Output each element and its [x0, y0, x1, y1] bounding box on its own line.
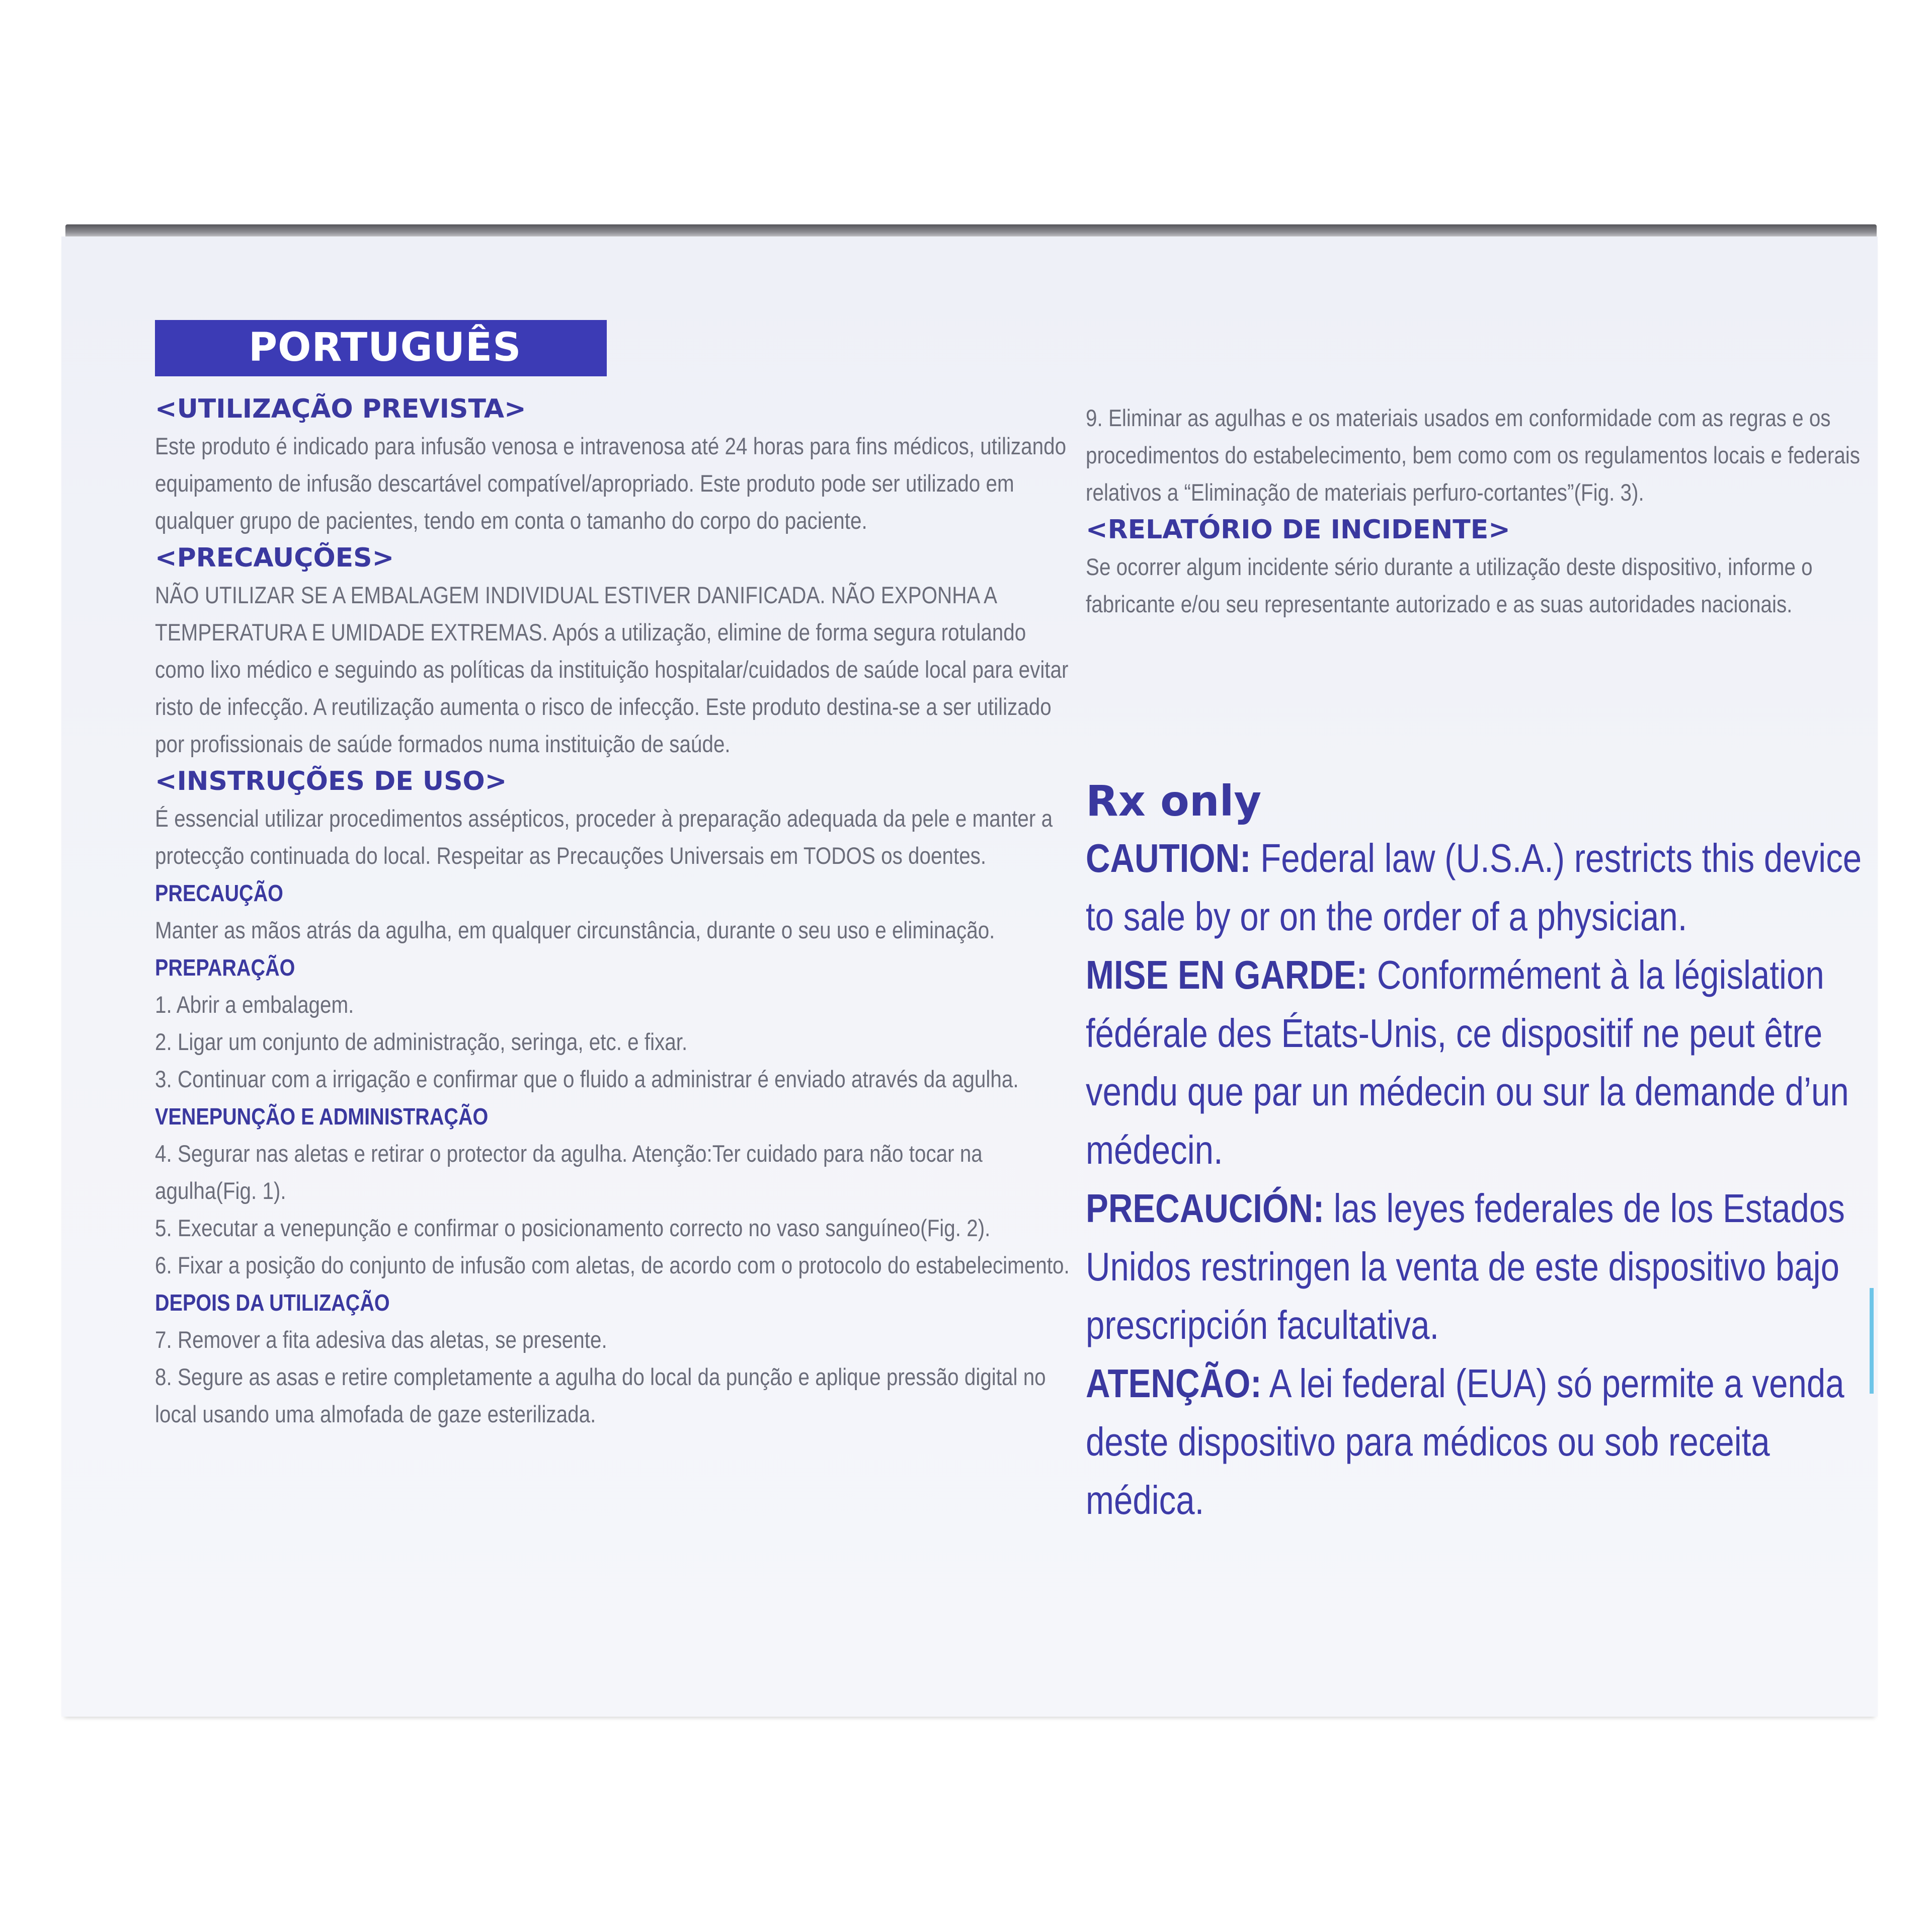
instructions-text: É essencial utilizar procedimentos assépticos, proceder à preparação adequada da pele e manter a protecção continuada do local. Respeitar as Precauções Universais em TODOS os doentes.: [155, 805, 1053, 869]
caution-pt: [1086, 1354, 1870, 1530]
venipuncture-subheading: VENEPUNÇÃO E ADMINISTRAÇÃO: [155, 1103, 489, 1130]
rx-only-title: Rx only: [1086, 776, 1262, 826]
preparation-subheading: PREPARAÇÃO: [155, 954, 295, 981]
caution-pt-text: A lei federal (EUA) só permite a venda deste dispositivo para médicos ou sob receita médica.: [1086, 1361, 1844, 1522]
incident-text: Se ocorrer algum incidente sério durante a utilização deste dispositivo, informe o fabricante e/ou seu representante autorizado e as suas autoridades nacionais.: [1086, 553, 1813, 617]
step-2: 2. Ligar um conjunto de administração, seringa, etc. e fixar.: [155, 1028, 688, 1055]
intended-use-heading: <UTILIZAÇÃO PREVISTA>: [155, 394, 526, 424]
intended-use-text: Este produto é indicado para infusão venosa e intravenosa até 24 horas para fins médicos, utilizando equipamento de infusão descartável compatível/apropriado. Este produto pode ser utilizado em qualquer grupo de pacientes, tendo em conta o tamanho do corpo do paciente.: [155, 433, 1067, 534]
caution-text: Manter as mãos atrás da agulha, em qualquer circunstância, durante o seu uso e eliminação.: [155, 917, 995, 943]
caution-en-text: Federal law (U.S.A.) restricts this device to sale by or on the order of a physician.: [1086, 836, 1862, 939]
step-9: 9. Eliminar as agulhas e os materiais usados em conformidade com as regras e os procedimentos do estabelecimento, bem como com os regulamentos locais e federais relativos a “Eliminação de materiais perfuro-cortantes”(Fig. 3).: [1086, 405, 1861, 506]
incident-heading: <RELATÓRIO DE INCIDENTE>: [1086, 515, 1510, 545]
step-1: 1. Abrir a embalagem.: [155, 991, 354, 1018]
precautions-heading: <PRECAUÇÕES>: [155, 543, 394, 573]
step-5: 5. Executar a venepunção e confirmar o posicionamento correcto no vaso sanguíneo(Fig. 2).: [155, 1215, 991, 1241]
step-6: 6. Fixar a posição do conjunto de infusão com aletas, de acordo com o protocolo do estabelecimento.: [155, 1252, 1070, 1278]
box-top-edge: [65, 224, 1877, 237]
caution-fr: [1086, 946, 1870, 1179]
right-column: [1086, 399, 1871, 1530]
instructions-heading: <INSTRUÇÕES DE USO>: [155, 766, 507, 796]
language-banner: PORTUGUÊS: [155, 320, 607, 376]
caution-pt-label: ATENÇÃO:: [1086, 1361, 1262, 1406]
caution-es-label: PRECAUCIÓN:: [1086, 1186, 1325, 1231]
rx-only-block: [1086, 773, 1871, 1530]
caution-es-text: las leyes federales de los Estados Unidos restringen la venta de este dispositivo bajo prescripción facultativa.: [1086, 1186, 1845, 1347]
step-8: 8. Segure as asas e retire completamente a agulha do local da punção e aplique pressão digital no local usando uma almofada de gaze esterilizada.: [155, 1363, 1046, 1427]
caution-en-label: CAUTION:: [1086, 836, 1251, 880]
caution-en: [1086, 829, 1870, 946]
after-use-subheading: DEPOIS DA UTILIZAÇÃO: [155, 1290, 390, 1316]
step-4: 4. Segurar nas aletas e retirar o protector da agulha. Atenção:Ter cuidado para não tocar na agulha(Fig. 1).: [155, 1140, 983, 1204]
caution-fr-text: Conformément à la législation fédérale des États-Unis, ce dispositif ne peut être vendu que par un médecin ou sur la demande d’un médecin.: [1086, 952, 1849, 1172]
package-side-panel: [61, 236, 1878, 1717]
left-column: [155, 320, 1076, 1433]
caution-fr-label: MISE EN GARDE:: [1086, 952, 1368, 997]
step-3: 3. Continuar com a irrigação e confirmar que o fluido a administrar é enviado através da agulha.: [155, 1066, 1019, 1092]
caution-subheading: PRECAUÇÃO: [155, 880, 283, 906]
caution-es: [1086, 1179, 1870, 1354]
step-7: 7. Remover a fita adesiva das aletas, se presente.: [155, 1326, 607, 1353]
precautions-text: NÃO UTILIZAR SE A EMBALAGEM INDIVIDUAL ESTIVER DANIFICADA. NÃO EXPONHA A TEMPERATURA E UMIDADE EXTREMAS. Após a utilização, elimine de forma segura rotulando como lixo médico e seguindo as políticas da instituição hospitalar/cuidados de saúde local para evitar risto de infecção. A reutilização aumenta o risco de infecção. Este produto destina-se a ser utilizado por profissionais de saúde formados numa instituição de saúde.: [155, 582, 1069, 757]
